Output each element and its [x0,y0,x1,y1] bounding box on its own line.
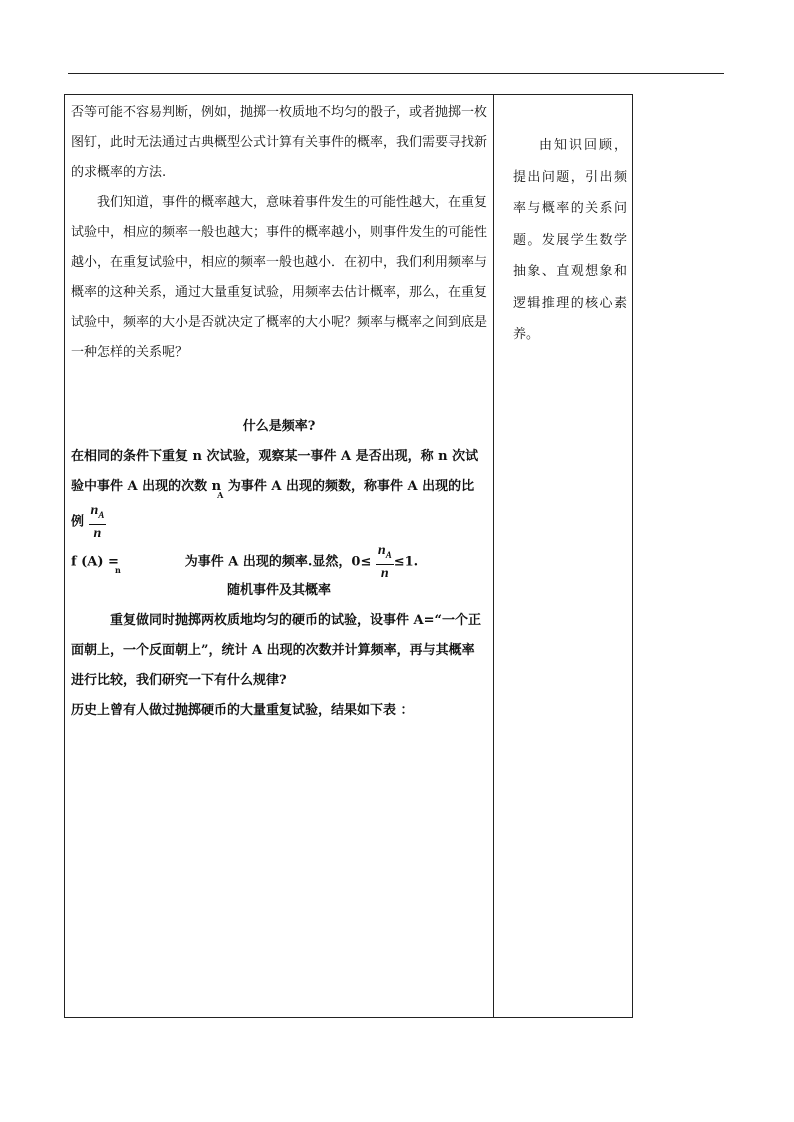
definition-subscript: A [217,490,224,500]
bound-numerator: n [377,542,386,558]
column-divider [493,95,494,1017]
heading-random-event: 随机事件及其概率 [226,582,331,598]
formula-tail: ≤1. [393,554,419,570]
fraction-denominator: n [93,525,102,541]
lesson-table [64,94,633,1018]
bound-denominator: n [380,565,389,581]
heading-what-is-frequency: 什么是频率? [242,419,316,434]
definition-frequency [71,442,487,542]
definition-text-1: 在相同的条件下重复 n 次试验，观察某一事件 A 是否出现，称 n 次试验中事件 A 出现的次数 n [71,449,479,494]
definition-text-2: 为事件 A 出现的频数，称事件 A 出现的比例 [71,479,475,530]
formula-text: 为事件 A 出现的频率.显然，0≤ [184,554,372,570]
paragraph-intro: 否等可能不容易判断，例如，抛掷一枚质地不均匀的骰子，或者抛掷一枚图钉，此时无法通过古典概型公式计算有关事件的概率，我们需要寻找新的求概率的方法. [71,105,488,180]
paragraph-frequency-probability: 我们知道，事件的概率越大，意味着事件发生的可能性越大，在重复试验中，相应的频率一般也越大；事件的概率越小，则事件发生的可能性越小，在重复试验中，相应的频率一般也越小．在初中，我们利用频率与概率的这种关系，通过大量重复试验，用频率去估计概率，那么，在重复试验中，频率的大小是否就决定了概率的大小呢？频率与概率之间到底是一种怎样的关系呢？ [71,195,488,360]
fraction-numerator: n [90,503,99,518]
fraction-nA-over-n [89,502,107,542]
design-note: 由知识回顾，提出问题，引出频率与概率的关系问题。发展学生数学抽象、直观想象和逻辑推理的核心素养。 [513,138,627,342]
paragraph-history: 历史上曾有人做过抛掷硬币的大量重复试验，结果如下表 ： [71,702,414,718]
fraction-bound [376,542,394,582]
side-column [513,130,627,351]
header-rule [68,73,724,74]
formula-subscript: n [114,565,121,576]
frequency-formula [71,542,487,581]
paragraph-coin-experiment: 重复做同时抛掷两枚质地均匀的硬币的试验，设事件 A=“一个正面朝上，一个反面朝上”，统计 A 出现的次数并计算频率，再与其概率进行比较，我们研究一下有什么规律? [71,612,481,688]
formula-label: f (A) = [71,554,119,570]
fraction-numerator-sub: A [98,509,105,520]
main-column [71,98,487,726]
bound-numerator-sub: A [385,549,392,560]
